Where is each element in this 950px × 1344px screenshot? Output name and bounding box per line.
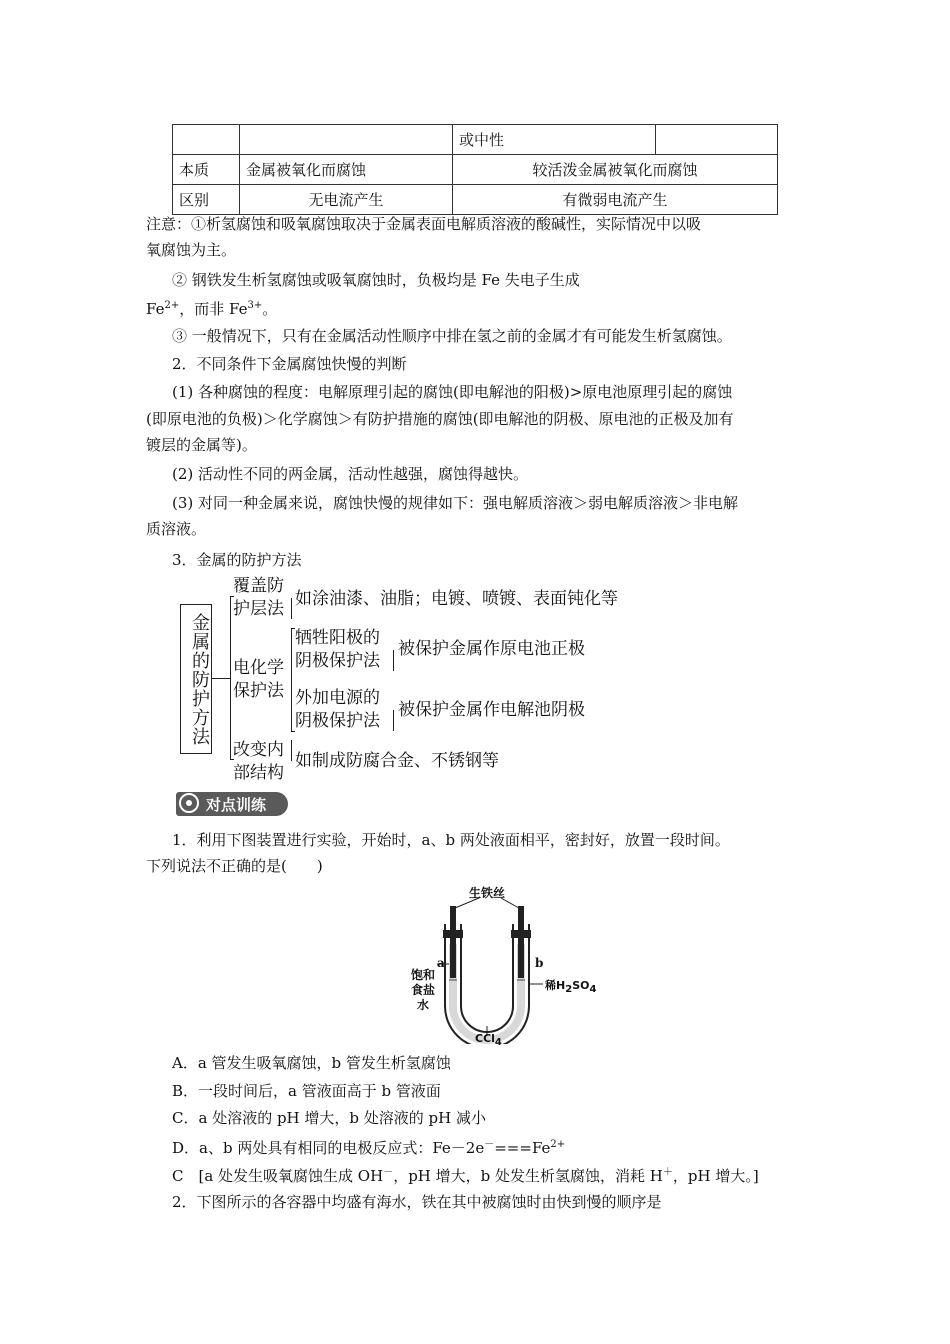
branch-label: 改变内	[233, 740, 284, 760]
answer: C [a 处发生吸氧腐蚀生成 OH－，pH 增大，b 处发生析氢腐蚀，消耗 H＋，pH 增大。]	[172, 1167, 759, 1185]
connector-line	[211, 678, 231, 679]
note-line: ② 钢铁发生析氢腐蚀或吸氧腐蚀时，负极均是 Fe 失电子生成	[172, 271, 580, 289]
branch-detail: 被保护金属作原电池正极	[398, 639, 585, 659]
paragraph: 质溶液。	[146, 520, 207, 538]
table-cell: 本质	[173, 155, 240, 185]
branch-detail: 被保护金属作电解池阴极	[398, 700, 585, 720]
connector-line	[393, 710, 394, 731]
table-cell: 区别	[173, 185, 240, 215]
question-text: 2．下图所示的各容器中均盛有海水，铁在其中被腐蚀时由快到慢的顺序是	[172, 1193, 662, 1211]
table-cell: 较活泼金属被氧化而腐蚀	[453, 155, 778, 185]
option-b: B．一段时间后，a 管液面高于 b 管液面	[172, 1082, 441, 1100]
u-tube-diagram	[405, 884, 585, 1044]
note-line: $Fe^{2+}$，而非 $Fe^{3+}$。	[146, 300, 278, 318]
branch-label: 保护法	[233, 681, 284, 701]
target-icon	[179, 793, 199, 813]
table-row	[173, 155, 778, 185]
paragraph: (2) 活动性不同的两金属，活动性越强，腐蚀得越快。	[172, 465, 529, 483]
branch-label: 外加电源的	[295, 688, 380, 708]
connector-line	[230, 596, 231, 760]
option-c: C．a 处溶液的 pH 增大，b 处溶液的 pH 减小	[172, 1109, 486, 1127]
table-cell	[173, 125, 240, 155]
table-row	[173, 125, 778, 155]
table-row	[173, 185, 778, 215]
branch-label: 电化学	[233, 658, 284, 678]
diagram-root: 金属的防护方法	[180, 604, 212, 754]
figure-label: b	[535, 956, 544, 970]
branch-label: 阴极保护法	[295, 711, 380, 731]
paragraph: 镀层的金属等)。	[146, 436, 257, 454]
connector-line	[393, 650, 394, 671]
connector-line	[291, 740, 292, 761]
table-cell	[656, 125, 778, 155]
figure-label: a	[437, 956, 445, 970]
figure-label: 生铁丝	[469, 886, 506, 900]
table-cell: 金属被氧化而腐蚀	[240, 155, 453, 185]
paragraph: (3) 对同一种金属来说，腐蚀快慢的规律如下：强电解质溶液＞弱电解质溶液＞非电解	[172, 494, 739, 512]
branch-detail: 如涂油漆、油脂；电镀、喷镀、表面钝化等	[295, 589, 618, 609]
table-cell: 无电流产生	[240, 185, 453, 215]
practice-badge	[176, 792, 288, 816]
note-line: 氧腐蚀为主。	[146, 241, 237, 259]
paragraph: (即原电池的负极)＞化学腐蚀＞有防护措施的腐蚀(即电解池的阴极、原电池的正极及加有	[146, 410, 734, 428]
connector-line	[291, 598, 292, 619]
branch-label: 部结构	[233, 763, 284, 783]
section-heading: 3．金属的防护方法	[172, 551, 302, 569]
connector-line	[291, 628, 292, 732]
u-tube-figure	[405, 884, 597, 1049]
table-cell	[240, 125, 453, 155]
branch-detail: 如制成防腐合金、不锈钢等	[295, 751, 499, 771]
figure-label: CCl$_4$	[475, 1032, 502, 1049]
comparison-table	[172, 124, 778, 215]
branch-label: 牺牲阳极的	[295, 628, 380, 648]
question-text: 1．利用下图装置进行实验，开始时，a、b 两处液面相平，密封好，放置一段时间。	[172, 831, 730, 849]
table-cell: 或中性	[453, 125, 656, 155]
note-line: ③ 一般情况下，只有在金属活动性顺序中排在氢之前的金属才有可能发生析氢腐蚀。	[172, 327, 732, 345]
section-heading: 2．不同条件下金属腐蚀快慢的判断	[172, 355, 407, 373]
branch-label: 阴极保护法	[295, 651, 380, 671]
option-d: D．a、b 两处具有相同的电极反应式：$Fe-2e^-===Fe^{2+}$	[172, 1139, 566, 1157]
branch-label: 护层法	[233, 599, 284, 619]
question-text: 下列说法不正确的是( )	[146, 857, 323, 875]
figure-label: 饱和 食盐 水	[411, 968, 436, 1012]
table-cell: 有微弱电流产生	[453, 185, 778, 215]
note-line: 注意：①析氢腐蚀和吸氧腐蚀取决于金属表面电解质溶液的酸碱性，实际情况中以吸	[146, 215, 702, 233]
badge-label: 对点训练	[206, 796, 267, 814]
option-a: A．a 管发生吸氧腐蚀，b 管发生析氢腐蚀	[172, 1054, 451, 1072]
figure-label: 稀$H_2SO_4$	[545, 979, 597, 996]
paragraph: (1) 各种腐蚀的程度：电解原理引起的腐蚀(即电解池的阳极)>原电池原理引起的腐蚀	[172, 383, 733, 401]
branch-label: 覆盖防	[233, 576, 284, 596]
